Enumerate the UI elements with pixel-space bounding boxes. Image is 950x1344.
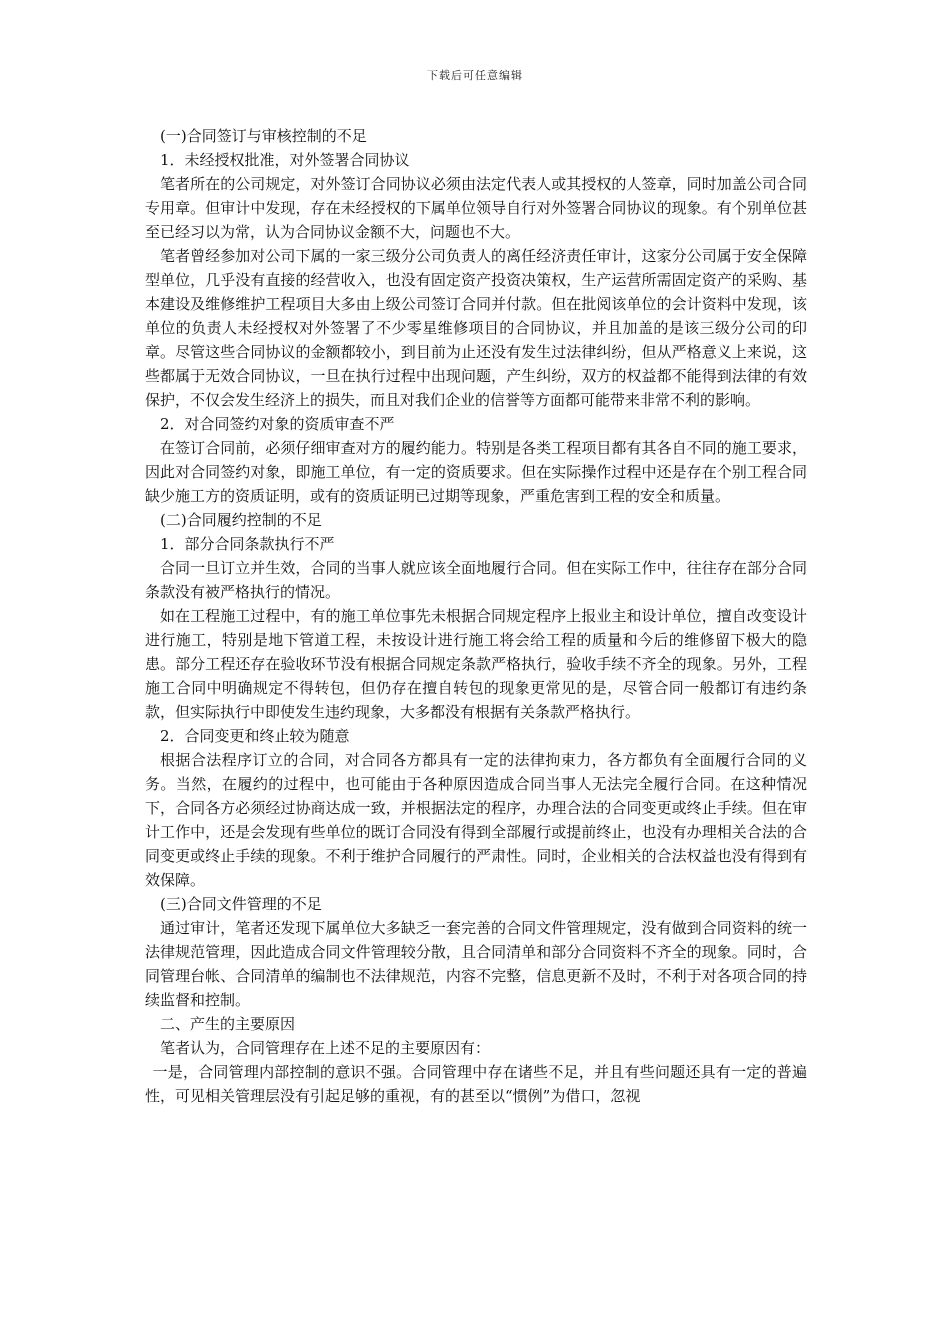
subheading-terms-execution: 1．部分合同条款执行不严	[160, 535, 335, 553]
paragraph: 根据合法程序订立的合同，对合同各方都具有一定的法律拘束力，各方都负有全面履行合同的义务。当然，在履约的过程中，也可能由于各种原因造成合同当事人无法完全履行合同。在这种情况下，合同各方必须经过协商达成一致，并根据法定的程序，办理合法的合同变更或终止手续。但在审计工作中，还是会发现有些单位的既订合同没有得到全部履行或提前终止，也没有办理相关合法的合同变更或终止手续的现象。不利于维护合同履行的严肃性。同时，企业相关的合法权益也没有得到有效保障。	[145, 751, 807, 889]
subheading-qualification-review: 2．对合同签约对象的资质审查不严	[160, 415, 395, 433]
section-heading-document-management: (三)合同文件管理的不足	[160, 895, 322, 913]
section-heading-contract-performance: (二)合同履约控制的不足	[160, 511, 322, 529]
paragraph: 合同一旦订立并生效，合同的当事人就应该全面地履行合同。但在实际工作中，往往存在部分合同条款没有被严格执行的情况。	[145, 559, 807, 601]
subheading-unauthorized-signing: 1．未经授权批准，对外签署合同协议	[160, 151, 410, 169]
document-body	[145, 124, 807, 1108]
paragraph: 在签订合同前，必须仔细审查对方的履约能力。特别是各类工程项目都有其各自不同的施工要求，因此对合同签约对象，即施工单位，有一定的资质要求。但在实际操作过程中还是存在个别工程合同缺少施工方的资质证明，或有的资质证明已过期等现象，严重危害到工程的安全和质量。	[145, 439, 807, 505]
paragraph: 如在工程施工过程中，有的施工单位事先未根据合同规定程序上报业主和设计单位，擅自改变设计进行施工，特别是地下管道工程，未按设计进行施工将会给工程的质量和今后的维修留下极大的隐患。部分工程还存在验收环节没有根据合同规定条款严格执行，验收手续不齐全的现象。另外，工程施工合同中明确规定不得转包，但仍存在擅自转包的现象更常见的是，尽管合同一般都订有违约条款，但实际执行中即使发生违约现象，大多都没有根据有关条款严格执行。	[145, 607, 807, 721]
section-heading-contract-signing: (一)合同签订与审核控制的不足	[160, 127, 367, 145]
subheading-change-termination: 2．合同变更和终止较为随意	[160, 727, 350, 745]
section-heading-main-causes: 二、产生的主要原因	[160, 1015, 296, 1033]
paragraph: 一是，合同管理内部控制的意识不强。合同管理中存在诸些不足，并且有些问题还具有一定的普遍性，可见相关管理层没有引起足够的重视，有的甚至以“惯例”为借口，忽视	[145, 1063, 807, 1105]
paragraph: 通过审计，笔者还发现下属单位大多缺乏一套完善的合同文件管理规定，没有做到合同资料的统一法律规范管理，因此造成合同文件管理较分散，且合同清单和部分合同资料不齐全的现象。同时，合同管理台帐、合同清单的编制也不法律规范，内容不完整，信息更新不及时，不利于对各项合同的持续监督和控制。	[145, 919, 807, 1009]
page-header: 下载后可任意编辑	[427, 69, 523, 82]
paragraph: 笔者所在的公司规定，对外签订合同协议必须由法定代表人或其授权的人签章，同时加盖公司合同专用章。但审计中发现，存在未经授权的下属单位领导自行对外签署合同协议的现象。有个别单位甚至已经习以为常，认为合同协议金额不大，问题也不大。	[145, 175, 807, 241]
paragraph: 笔者曾经参加对公司下属的一家三级分公司负责人的离任经济责任审计，这家分公司属于安全保障型单位，几乎没有直接的经营收入，也没有固定资产投资决策权，生产运营所需固定资产的采购、基本建设及维修维护工程项目大多由上级公司签订合同并付款。但在批阅该单位的会计资料中发现，该单位的负责人未经授权对外签署了不少零星维修项目的合同协议，并且加盖的是该三级分公司的印章。尽管这些合同协议的金额都较小，到目前为止还没有发生过法律纠纷，但从严格意义上来说，这些都属于无效合同协议，一旦在执行过程中出现问题，产生纠纷，双方的权益都不能得到法律的有效保护，不仅会发生经济上的损失，而且对我们企业的信誉等方面都可能带来非常不利的影响。	[145, 247, 807, 409]
paragraph: 笔者认为，合同管理存在上述不足的主要原因有：	[160, 1039, 491, 1057]
